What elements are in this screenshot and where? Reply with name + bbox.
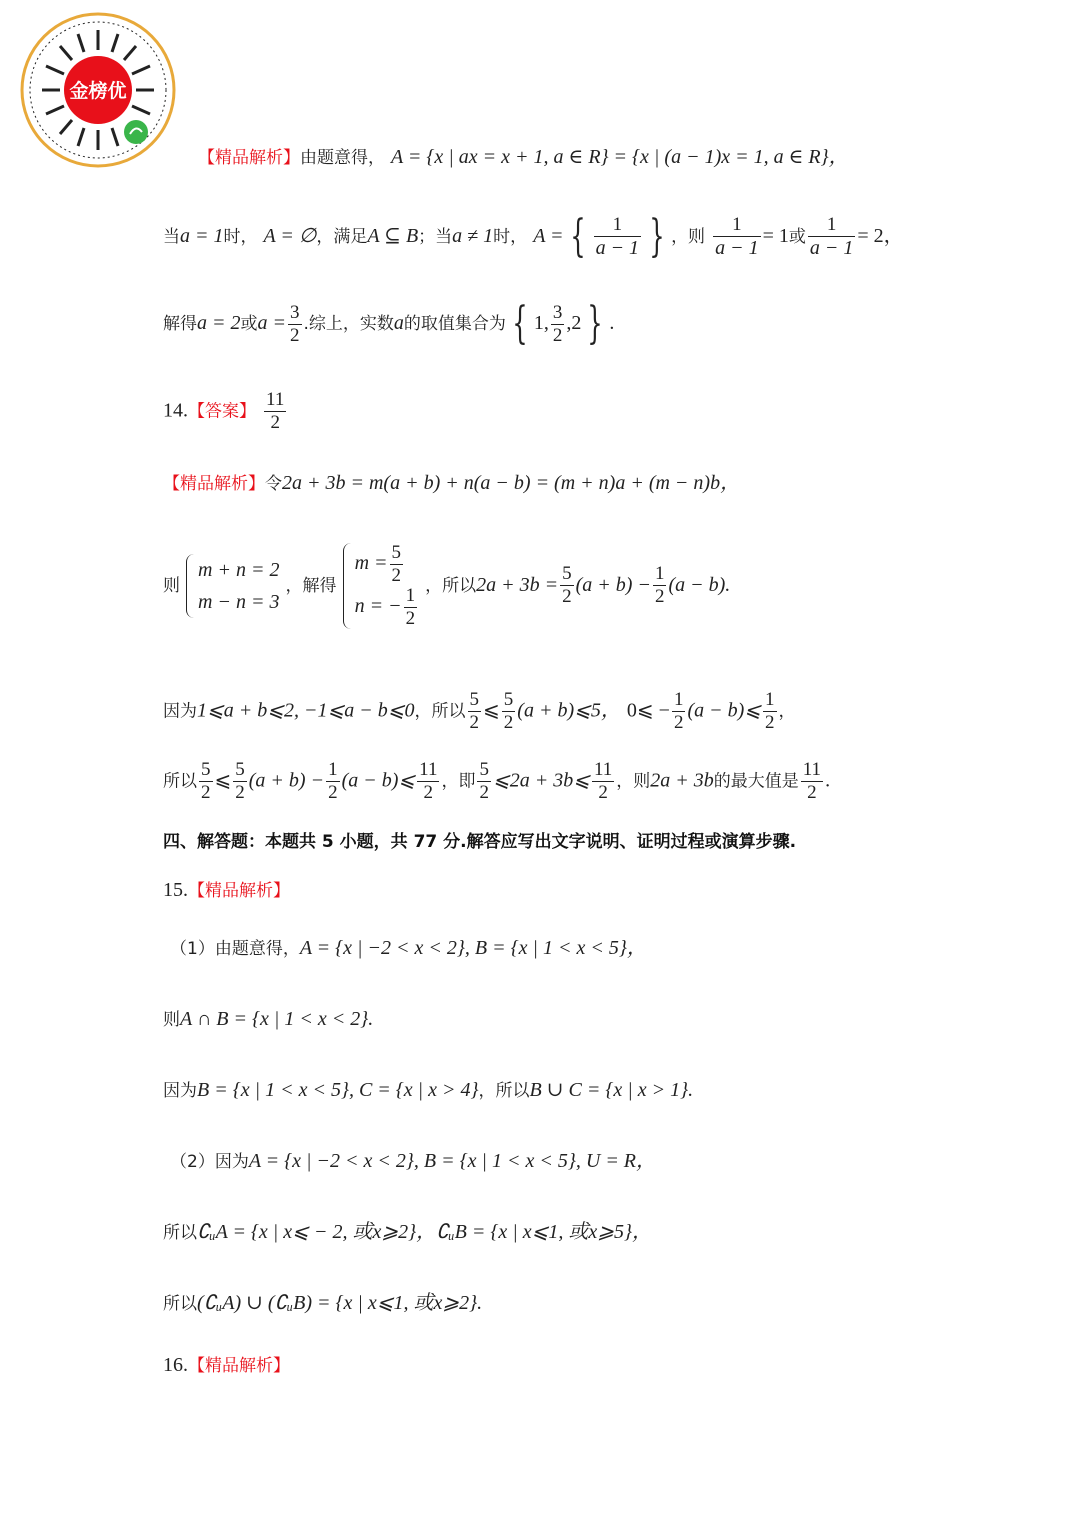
- q16-label: 【精品解析】: [188, 1356, 290, 1376]
- q13-line-3: 解得a = 2或a = $\frac{3}{2}$ .综上，实数a的取值集合为 { 1, $\frac{3}{2}$ ,2 } .: [163, 298, 615, 349]
- jinbangyou-logo: [18, 10, 178, 170]
- q16-heading: 16.【精品解析】: [163, 1354, 290, 1376]
- q14-label: 【精品解析】: [163, 474, 265, 494]
- q15-line-4: （2）因为A = {x | −2 < x < 2}, B = {x | 1 < x < 5}, U = R，: [170, 1150, 657, 1172]
- q15-line-1: （1）由题意得，A = {x | −2 < x < 2}, B = {x | 1 < x < 5}，: [170, 937, 647, 959]
- q14-line-2: 则 m + n = 2 m − n = 3 ，解得 m = $\frac{5}{2}$ n = − $\frac{1}{2}$ ，所以2a + 3b = $\frac{5}{2}$ (a + b) − $\frac{1}{2}$ (a − b).: [163, 542, 731, 629]
- q14-line-3: 因为1⩽a + b⩽2, −1⩽a − b⩽0，所以 $\frac{5}{2}$ ⩽ $\frac{5}{2}$ (a + b)⩽5， 0⩽ − $\frac{1}{2}$ (a − b)⩽ $\frac{1}{2}$ ，: [163, 689, 796, 733]
- q14-answer-line: 14.【答案】 $\frac{11}{2}$: [163, 389, 285, 433]
- q13-line-2: 当a = 1时， A = ∅，满足A ⊆ B；当a ≠ 1时， A = { $\frac{1}{a - 1}$ } ，则 $\frac{1}{a - 1}$ = 1或 $\frac{1}{a - 1}$ = 2，: [163, 211, 904, 262]
- q15-line-3: 因为B = {x | 1 < x < 5}, C = {x | x > 4}，所以B ∪ C = {x | x > 1}.: [163, 1079, 694, 1101]
- mini-program-icon: [124, 120, 148, 144]
- q15-heading: 15.【精品解析】: [163, 879, 290, 901]
- q15-line-6: 所以(∁ᵤA) ∪ (∁ᵤB) = {x | x⩽1, 或x⩾2}.: [163, 1292, 483, 1314]
- q14-line-1: 【精品解析】令2a + 3b = m(a + b) + n(a − b) = (m + n)a + (m − n)b，: [163, 472, 741, 494]
- q14-answer-label: 【答案】: [188, 401, 256, 422]
- q15-line-2: 则A ∩ B = {x | 1 < x < 2}.: [163, 1008, 374, 1030]
- section-4-heading: 四、解答题：本题共 5 小题，共 77 分.解答应写出文字说明、证明过程或演算步骤.: [163, 832, 797, 852]
- q15-label: 【精品解析】: [188, 881, 290, 901]
- q13-label: 【精品解析】: [198, 148, 300, 168]
- q14-line-4: 所以 $\frac{5}{2}$ ⩽ $\frac{5}{2}$ (a + b) − $\frac{1}{2}$ (a − b)⩽ $\frac{11}{2}$ ，即 $\frac{5}{2}$ ⩽2a + 3b⩽ $\frac{11}{2}$ ，则2a + 3b的最大值是 $\frac{11}{2}$ .: [163, 759, 831, 803]
- logo-brand-text: 金榜优: [69, 80, 127, 102]
- q15-line-5: 所以∁ᵤA = {x | x⩽ − 2, 或x⩾2}，∁ᵤB = {x | x⩽1, 或x⩾5}，: [163, 1221, 653, 1243]
- q13-line-1: 【精品解析】由题意得， A = {x | ax = x + 1, a ∈ R} = {x | (a − 1)x = 1, a ∈ R}，: [198, 146, 849, 168]
